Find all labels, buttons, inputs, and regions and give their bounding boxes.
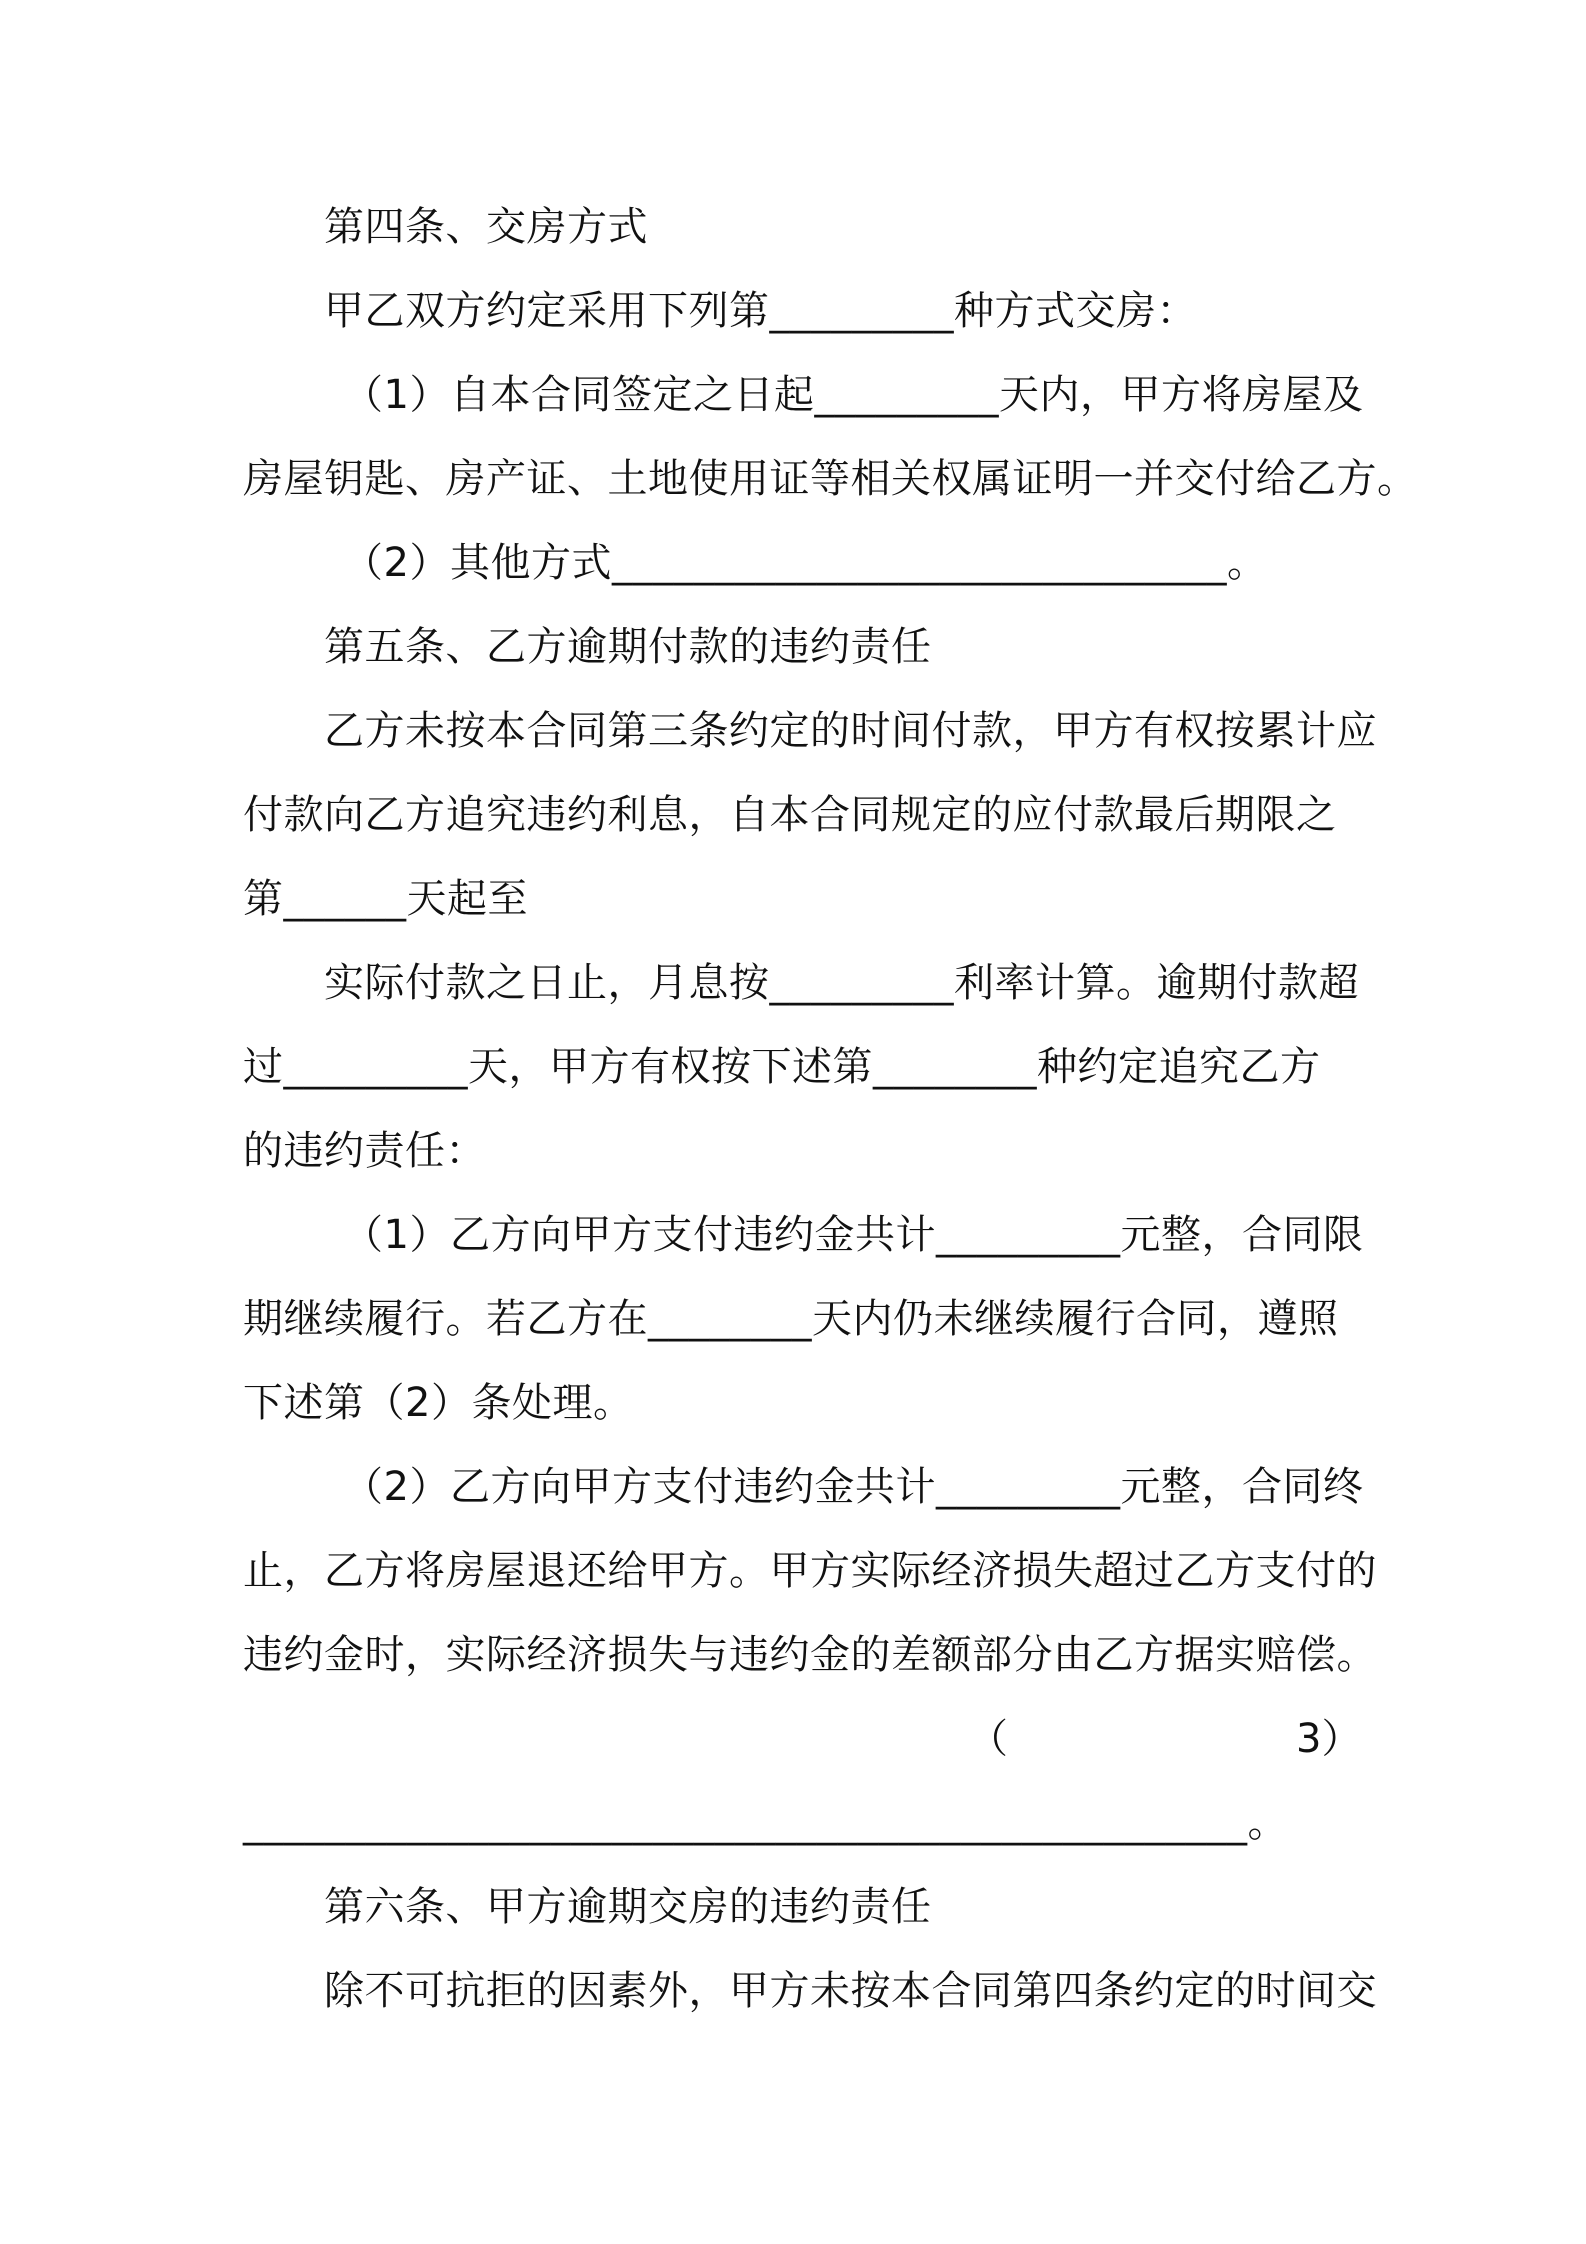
paragraph-line: 期继续履行。若乙方在________天内仍未继续履行合同，遵照 bbox=[243, 1296, 1339, 1342]
paragraph-line: 付款向乙方追究违约利息，自本合同规定的应付款最后期限之 bbox=[243, 792, 1337, 838]
paragraph-line: 止，乙方将房屋退还给甲方。甲方实际经济损失超过乙方支付的 bbox=[243, 1548, 1377, 1594]
paragraph-line: 第______天起至 bbox=[243, 876, 528, 922]
paragraph-line: （2）其他方式______________________________。 bbox=[343, 540, 1268, 586]
section-4-heading: 第四条、交房方式 bbox=[324, 204, 648, 250]
item-3-open-paren: （ bbox=[968, 1716, 1008, 1762]
paragraph-line: 房屋钥匙、房产证、土地使用证等相关权属证明一并交付给乙方。 bbox=[243, 456, 1418, 502]
item-3-number: 3） bbox=[1296, 1716, 1362, 1762]
paragraph-line: 过_________天，甲方有权按下述第________种约定追究乙方 bbox=[243, 1044, 1321, 1090]
paragraph-line: （1）自本合同签定之日起_________天内，甲方将房屋及 bbox=[343, 372, 1364, 418]
section-5-heading: 第五条、乙方逾期付款的违约责任 bbox=[324, 624, 932, 670]
paragraph-line: 乙方未按本合同第三条约定的时间付款，甲方有权按累计应 bbox=[324, 708, 1377, 754]
paragraph-line: 的违约责任： bbox=[243, 1128, 486, 1174]
paragraph-line: 违约金时，实际经济损失与违约金的差额部分由乙方据实赔偿。 bbox=[243, 1632, 1377, 1678]
paragraph-line: _________________________________________________。 bbox=[243, 1800, 1288, 1846]
paragraph-line: 除不可抗拒的因素外，甲方未按本合同第四条约定的时间交 bbox=[324, 1968, 1377, 2014]
paragraph-line: （1）乙方向甲方支付违约金共计_________元整，合同限 bbox=[343, 1212, 1364, 1258]
paragraph-line: 下述第（2）条处理。 bbox=[243, 1380, 634, 1426]
paragraph-line: （2）乙方向甲方支付违约金共计_________元整，合同终 bbox=[343, 1464, 1364, 1510]
paragraph-line: 甲乙双方约定采用下列第_________种方式交房： bbox=[324, 288, 1197, 334]
paragraph-line: 实际付款之日止，月息按_________利率计算。逾期付款超 bbox=[324, 960, 1359, 1006]
section-6-heading: 第六条、甲方逾期交房的违约责任 bbox=[324, 1884, 932, 1930]
